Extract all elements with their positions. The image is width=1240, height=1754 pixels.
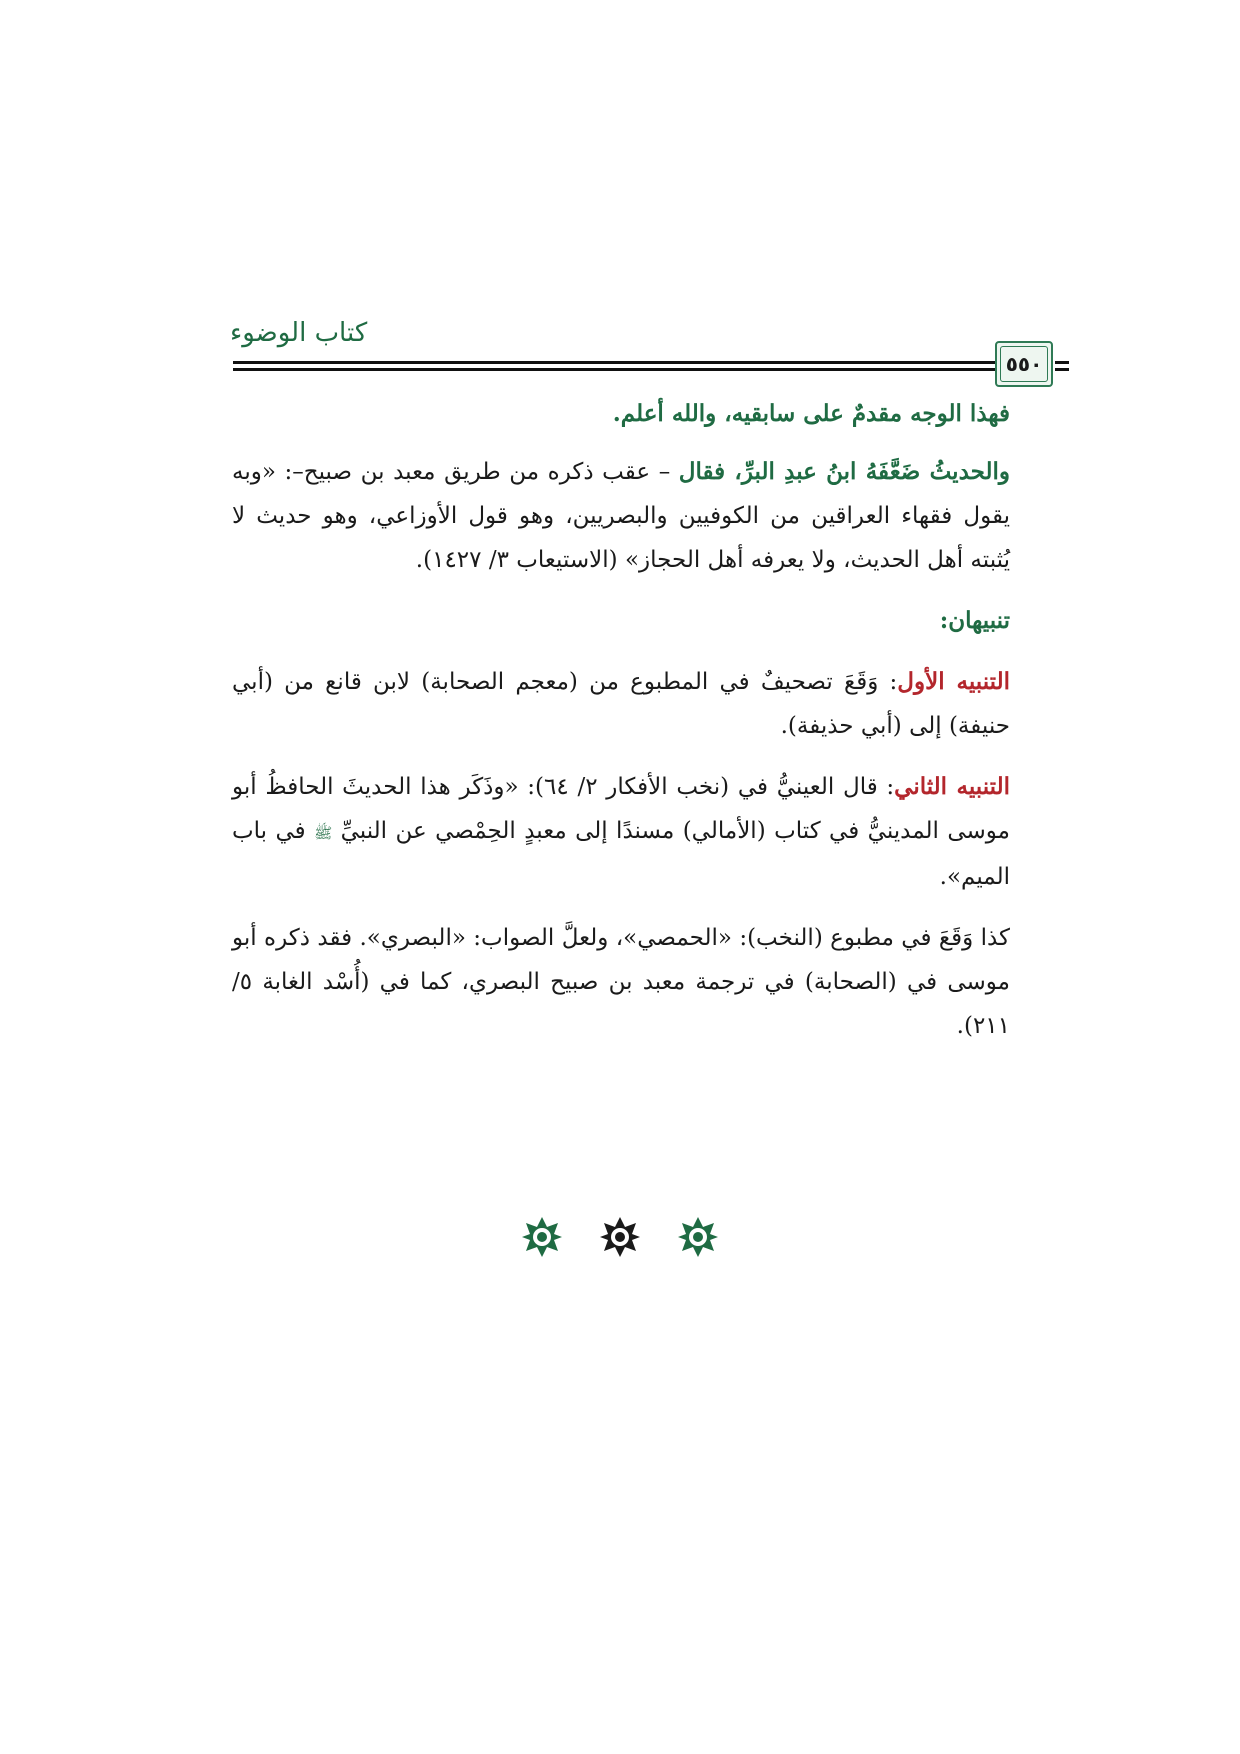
header-rule bbox=[1055, 361, 1069, 364]
note-text: : قال العينيُّ في (نخب الأفكار ٢/ ٦٤): «وذَكَر هذا الحديثَ الحافظُ أبو موسى المدينيُّ في كتاب (الأمالي) مسندًا إلى معبدٍ الحِمْصي عن النبيِّ bbox=[232, 774, 1010, 844]
paragraph-text: – عقب ذكره من طريق معبد بن صبيح–: «وبه يقول فقهاء العراقين من الكوفيين والبصريين، وهو قول الأوزاعي، وهو حديث لا يُثبته أهل الحديث، ولا يعرفه أهل الحجاز» (الاستيعاب ٣/ ١٤٢٧). bbox=[232, 459, 1010, 573]
star-ornament-icon bbox=[598, 1215, 642, 1259]
header-rule bbox=[233, 368, 995, 371]
header-rule bbox=[233, 361, 995, 364]
star-ornament-icon bbox=[676, 1215, 720, 1259]
chapter-title: كتاب الوضوء bbox=[230, 318, 368, 348]
page-number-badge bbox=[995, 341, 1053, 387]
note-text: : وَقَعَ تصحيفٌ في المطبوع من (معجم الصحابة) لابن قانع من (أبي حنيفة) إلى (أبي حذيفة). bbox=[232, 669, 1010, 739]
page-number: ٥٥٠ bbox=[1005, 352, 1043, 376]
header-rule bbox=[1055, 368, 1069, 371]
section-end-ornaments bbox=[520, 1212, 720, 1262]
honorific-glyph: ﷺ bbox=[314, 824, 333, 842]
note-text-end: في باب الميم». bbox=[232, 818, 1010, 890]
paragraph-correction: كذا وَقَعَ في مطبوع (النخب): «الحمصي»، ولعلَّ الصواب: «البصري». فقد ذكره أبو موسى في (الصحابة) في ترجمة معبد بن صبيح البصري، كما في (أُسْد الغابة ٥/ ٢١١). bbox=[232, 925, 1010, 1039]
section-heading: تنبيهان: bbox=[939, 607, 1010, 634]
page-body bbox=[232, 392, 1010, 1065]
paragraph-hadith-grading bbox=[232, 450, 1010, 582]
note-second bbox=[232, 765, 1010, 899]
note-first bbox=[232, 660, 1010, 748]
star-ornament-icon bbox=[520, 1215, 564, 1259]
paragraph-conclusion: فهذا الوجه مقدمٌ على سابقيه، والله أعلم. bbox=[612, 400, 1010, 427]
note-label: التنبيه الأول bbox=[897, 668, 1010, 695]
note-label: التنبيه الثاني bbox=[894, 773, 1010, 800]
lead-phrase: والحديثُ ضَعَّفَهُ ابنُ عبدِ البرِّ، فقال bbox=[678, 458, 1011, 485]
